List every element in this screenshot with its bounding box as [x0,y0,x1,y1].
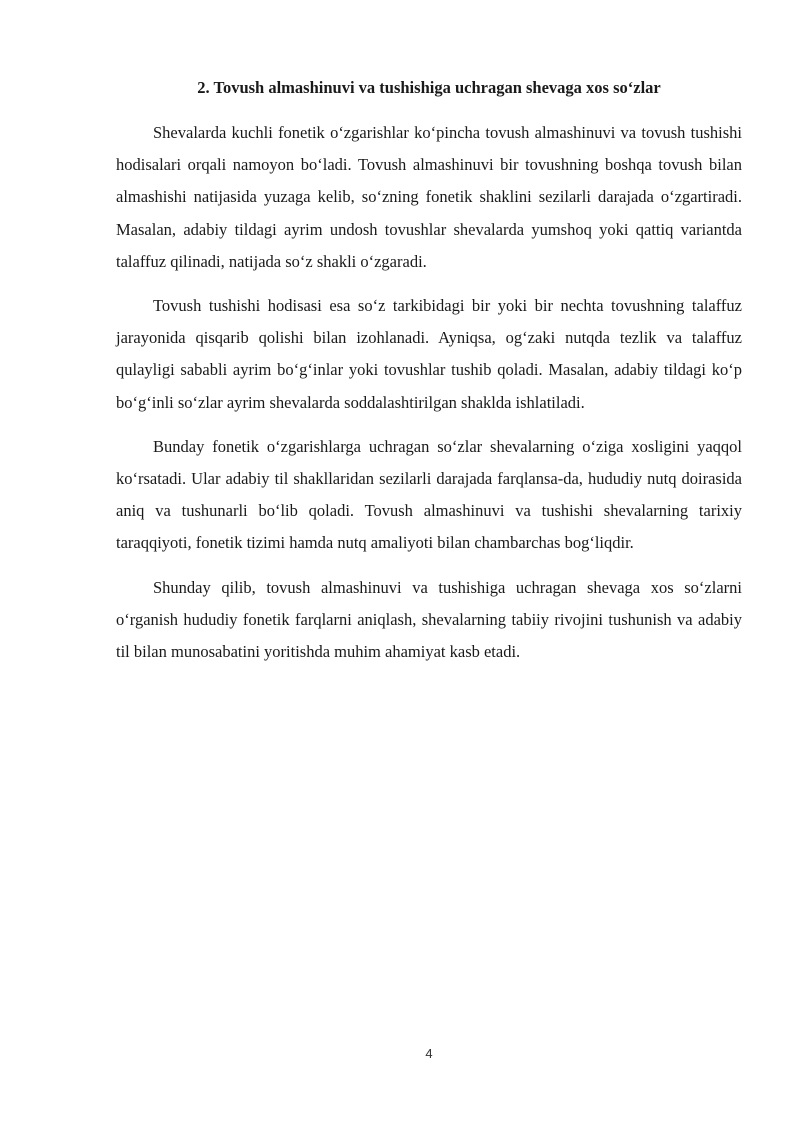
paragraph: Shunday qilib, tovush almashinuvi va tushishiga uchragan shevaga xos so‘zlarni o‘rganish hududiy fonetik farqlarni aniqlash, shevalarning tabiiy rivojini tushunish va adabiy til bilan munosabatini yoritishda muhim ahamiyat kasb etadi. [116,577,742,662]
paragraph: Tovush tushishi hodisasi esa so‘z tarkibidagi bir yoki bir nechta tovushning talaffuz jarayonida qisqarib qolishi bilan izohlanadi. Ayniqsa, og‘zaki nutqda tezlik va talaffuz qulayligi sababli ayrim bo‘g‘inlar yoki tovushlar tushib qoladi. Masalan, adabiy tildagi ko‘p bo‘g‘inli so‘zlar ayrim shevalarda soddalashtirilgan shaklda ishlatiladi. [116,296,742,412]
paragraph: Bunday fonetik o‘zgarishlarga uchragan so‘zlar shevalarning o‘ziga xosligini yaqqol ko‘rsatadi. Ular adabiy til shakllaridan sezilarli darajada farqlansa-da, hududiy nutq doirasida aniq va tushunarli bo‘lib qoladi. Tovush almashinuvi va tushishi shevalarning tarixiy taraqqiyoti, fonetik tizimi hamda nutq amaliyoti bilan chambarchas bog‘liqdir. [116,436,742,553]
paragraph: Shevalarda kuchli fonetik o‘zgarishlar ko‘pincha tovush almashinuvi va tovush tushishi hodisalari orqali namoyon bo‘ladi. Tovush almashinuvi bir tovushning boshqa tovush bilan almashishi natijasida yuzaga kelib, so‘zning fonetik shaklini sezilarli darajada o‘zgartiradi. Masalan, adabiy tildagi ayrim undosh tovushlar shevalarda yumshoq yoki qattiq variantda talaffuz qilinadi, natijada so‘z shakli o‘zgaradi. [116,123,742,271]
section-heading: 2. Tovush almashinuvi va tushishiga uchragan shevaga xos so‘zlar [197,78,661,97]
page-number: 4 [425,1046,433,1061]
body-text [116,117,742,680]
